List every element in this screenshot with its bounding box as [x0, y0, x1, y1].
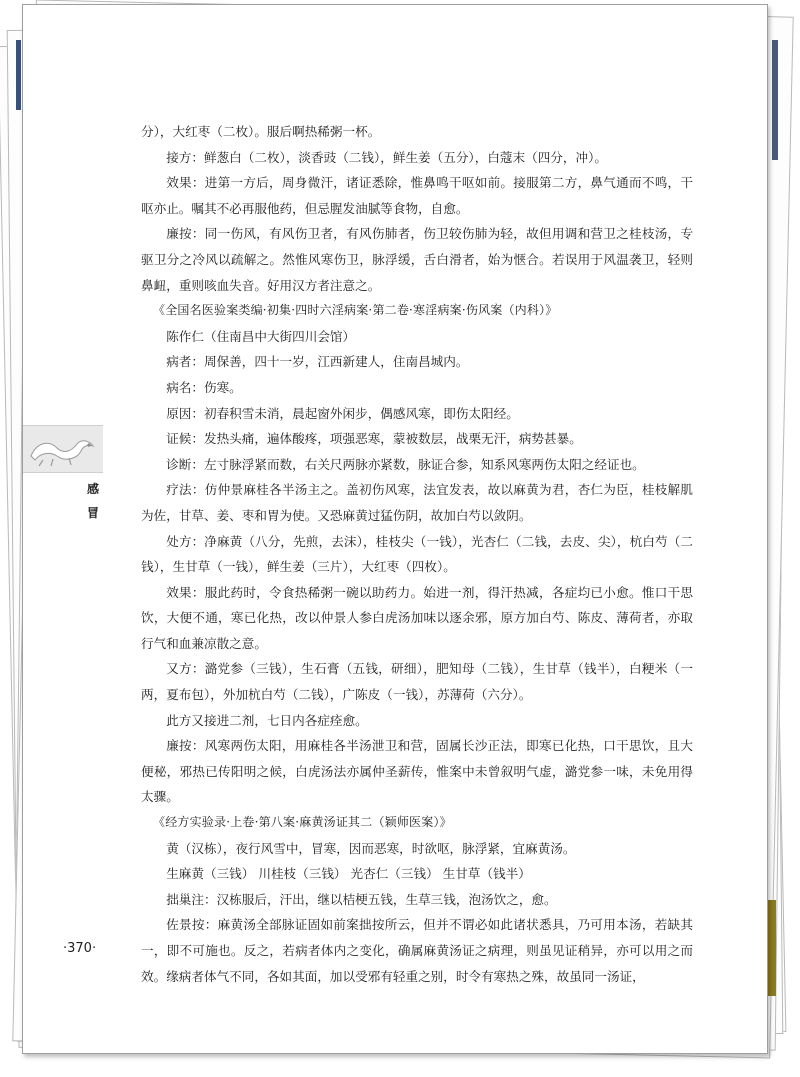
chapter-emblem: [23, 425, 103, 473]
page-edge-strip: [772, 40, 778, 160]
source-citation: 《经方实验录·上卷·第八案·麻黄汤证其二（颖师医案）》: [153, 815, 452, 830]
body-paragraph: 又方：潞党参（三钱），生石膏（五钱，研细），肥知母（二钱），生甘草（钱半），白粳米（一两，夏布包），外加杭白芍（二钱），广陈皮（一钱），苏薄荷（六分）。: [141, 661, 693, 703]
dragon-emblem-icon: [23, 426, 103, 472]
body-paragraph: 分），大红枣（二枚）。服后啊热稀粥一杯。: [141, 124, 381, 139]
body-paragraph: 廉按：同一伤风，有风伤卫者，有风伤肺者，伤卫较伤肺为轻，故但用调和营卫之桂枝汤，专驱卫分之冷风以疏解之。然惟风寒伤卫，脉浮缓，舌白滑者，始为惬合。若误用于风温袭卫，轻则鼻衄，重则咳血失音。好用汉方者注意之。: [141, 226, 693, 293]
body-paragraph: 疗法：仿仲景麻桂各半汤主之。盖初伤风寒，法宜发表，故以麻黄为君，杏仁为臣，桂枝解肌为佐，甘草、姜、枣和胃为使。又恐麻黄过猛伤阴，故加白芍以敛阴。: [141, 482, 693, 523]
body-paragraph: 佐景按：麻黄汤全部脉证固如前案拙按所云，但并不谓必如此诸状悉具，乃可用本汤，若缺其一，即不可施也。反之，若病者体内之变化，确属麻黄汤证之病理，则虽见证稍异，亦可以用之而效。缘病者体气不同，各如其面，加以受邪有轻重之别，时令有寒热之殊，故虽同一汤证，: [141, 917, 693, 984]
page-content: [141, 119, 693, 989]
body-paragraph: 病名：伤寒。: [166, 379, 242, 395]
page-edge-strip: [16, 40, 21, 110]
book-page: [22, 4, 768, 1054]
body-paragraph: 黄（汉栋），夜行风雪中，冒寒，因而恶寒，时欲呕，脉浮紧，宜麻黄汤。: [166, 840, 576, 856]
body-paragraph: 病者：周保善，四十一岁，江西新建人，住南昌城内。: [166, 354, 469, 370]
body-paragraph: 证候：发热头痛，遍体酸疼，项强恶寒，蒙被数层，战栗无汗，病势甚暴。: [166, 431, 582, 447]
body-paragraph: 处方：净麻黄（八分，先煎，去沫），桂枝尖（一钱），光杏仁（二钱，去皮、尖），杭白芍（二钱），生甘草（一钱），鲜生姜（三片），大红枣（四枚）。: [141, 533, 693, 575]
body-paragraph: 原因：初春积雪未消，晨起窗外闲步，偶感风寒，即伤太阳经。: [166, 405, 519, 421]
body-paragraph: 生麻黄（三钱） 川桂枝（三钱） 光杏仁（三钱） 生甘草（钱半）: [166, 866, 531, 882]
body-paragraph: 此方又接进二剂，七日内各症痊愈。: [166, 712, 368, 728]
body-paragraph: 陈作仁（住南昌中大街四川会馆）: [166, 328, 356, 344]
body-paragraph: 廉按：风寒两伤太阳，用麻桂各半汤泄卫和营，固属长沙正法，即寒已化热，口干思饮，且大便秘，邪热已传阳明之候，白虎汤法亦属仲圣薪传，惟案中未曾叙明气虚，潞党参一味，未免用得太骤。: [141, 738, 693, 805]
source-citation: 《全国名医验案类编·初集·四时六淫病案·第二卷·寒淫病案·伤风案（内科）》: [153, 303, 558, 318]
body-paragraph: 效果：进第一方后，周身微汗，诸证悉除，惟鼻鸣干呕如前。接服第二方，鼻气通而不鸣，干呕亦止。嘱其不必再服他药，但忌腥发油腻等食物，自愈。: [141, 175, 693, 216]
body-paragraph: 诊断：左寸脉浮紧而数，右关尺两脉亦紧数，脉证合参，知系风寒两伤太阳之经证也。: [166, 456, 645, 472]
body-paragraph: 拙巢注：汉栋服后，汗出，继以桔梗五钱，生草三钱，泡汤饮之，愈。: [166, 891, 557, 907]
body-paragraph: 效果：服此药时，令食热稀粥一碗以助药力。始进一剂，得汗热减，各症均已小愈。惟口干思饮，大便不通，寒已化热，改以仲景人参白虎汤加味以逐余邪，原方加白芍、陈皮、薄荷者，亦取行气和血兼凉散之意。: [141, 584, 693, 651]
body-paragraph: 接方：鲜葱白（二枚），淡香豉（二钱），鲜生姜（五分），白蔻末（四分，冲）。: [166, 149, 607, 165]
page-number: ·370·: [63, 941, 97, 956]
chapter-side-label: 感冒: [86, 482, 99, 520]
